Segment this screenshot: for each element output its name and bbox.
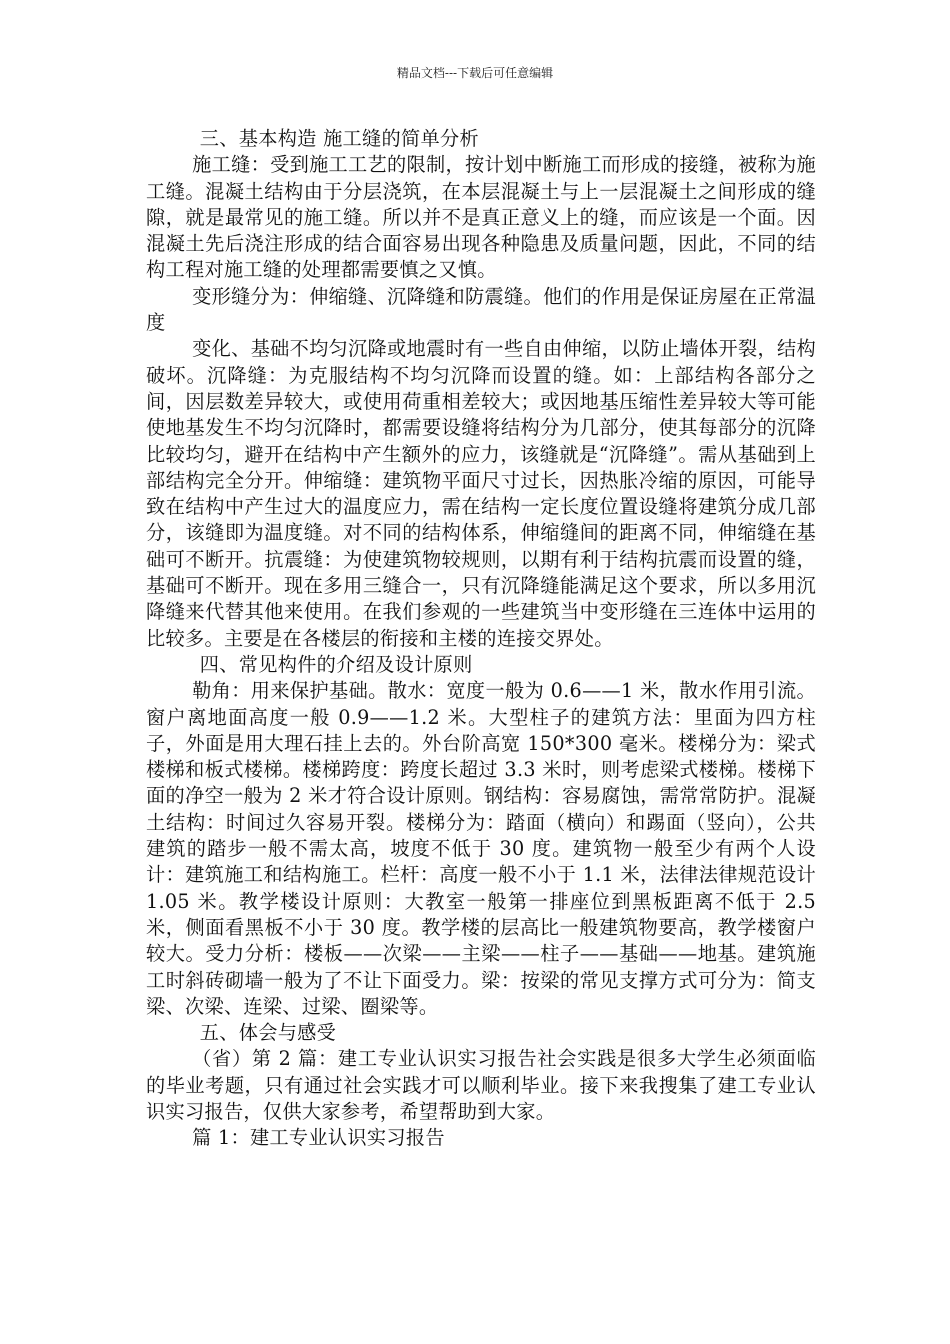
section-heading-basic-construction: 三、基本构造 施工缝的简单分析	[199, 127, 479, 150]
document-body	[146, 126, 816, 1152]
paragraph-second-article: （省）第 2 篇：建工专业认识实习报告社会实践是很多大学生必须面临的毕业考题，只有通过社会实践才可以顺利毕业。接下来我搜集了建工专业认识实习报告，仅供大家参考，希望帮助到大家。	[146, 1047, 816, 1123]
paragraph-article-one-title: 篇 1：建工专业认识实习报告	[192, 1126, 445, 1150]
section-heading-reflections: 五、体会与感受	[199, 1021, 337, 1045]
paragraph-deformation-joint-intro: 变形缝分为：伸缩缝、沉降缝和防震缝。他们的作用是保证房屋在正常温度	[146, 284, 816, 335]
paragraph-common-components: 勒角：用来保护基础。散水：宽度一般为 0.6——1 米，散水作用引流。窗户离地面高度一般 0.9——1.2 米。大型柱子的建筑方法：里面为四方柱子，外面是用大理石挂上去的。外台阶高宽 150*300 毫米。楼梯分为：梁式楼梯和板式楼梯。楼梯跨度：跨度长超过 3.3 米时，则考虑梁式楼梯。楼梯下面的净空一般为 2 米才符合设计原则。钢结构：容易腐蚀，需常常防护。混凝土结构：时间过久容易开裂。楼梯分为：踏面（横向）和踢面（竖向），公共建筑的踏步一般不需太高，坡度不低于 30 度。建筑物一般至少有两个人设计：建筑施工和结构施工。栏杆：高度一般不小于 1.1 米，法律法律规范设计 1.05 米。教学楼设计原则：大教室一般第一排座位到黑板距离不低于 2.5 米，侧面看黑板不小于 30 度。教学楼的层高比一般建筑物要高，教学楼窗户较大。受力分析：楼板——次梁——主梁——柱子——基础——地基。建筑施工时斜砖砌墙一般为了不让下面受力。梁：按梁的常见支撑方式可分为：简支梁、次梁、连梁、过梁、圈梁等。	[146, 679, 816, 1018]
paragraph-deformation-joint-detail: 变化、基础不均匀沉降或地震时有一些自由伸缩，以防止墙体开裂，结构破坏。沉降缝：为克服结构不均匀沉降而设置的缝。如：上部结构各部分之间，因层数差异较大，或使用荷重相差较大；或因地基压缩性差异较大等可能使地基发生不均匀沉降时，都需要设缝将结构分为几部分，使其每部分的沉降比较均匀，避开在结构中产生额外的应力，该缝就是“沉降缝”。需从基础到上部结构完全分开。伸缩缝：建筑物平面尺寸过长，因热胀冷缩的原因，可能导致在结构中产生过大的温度应力，需在结构一定长度位置设缝将建筑分成几部分，该缝即为温度缝。对不同的结构体系，伸缩缝间的距离不同，伸缩缝在基础可不断开。抗震缝：为使建筑物较规则，以期有利于结构抗震而设置的缝，基础可不断开。现在多用三缝合一，只有沉降缝能满足这个要求，所以多用沉降缝来代替其他来使用。在我们参观的一些建筑当中变形缝在三连体中运用的比较多。主要是在各楼层的衔接和主楼的连接交界处。	[146, 337, 816, 650]
paragraph-construction-joint: 施工缝：受到施工工艺的限制，按计划中断施工而形成的接缝，被称为施工缝。混凝土结构由于分层浇筑，在本层混凝土与上一层混凝土之间形成的缝隙，就是最常见的施工缝。所以并不是真正意义上的缝，而应该是一个面。因混凝土先后浇注形成的结合面容易出现各种隐患及质量问题，因此，不同的结构工程对施工缝的处理都需要慎之又慎。	[146, 153, 816, 282]
page-header: 精品文档---下载后可任意编辑	[396, 66, 554, 80]
section-heading-common-components: 四、常见构件的介绍及设计原则	[199, 652, 473, 676]
